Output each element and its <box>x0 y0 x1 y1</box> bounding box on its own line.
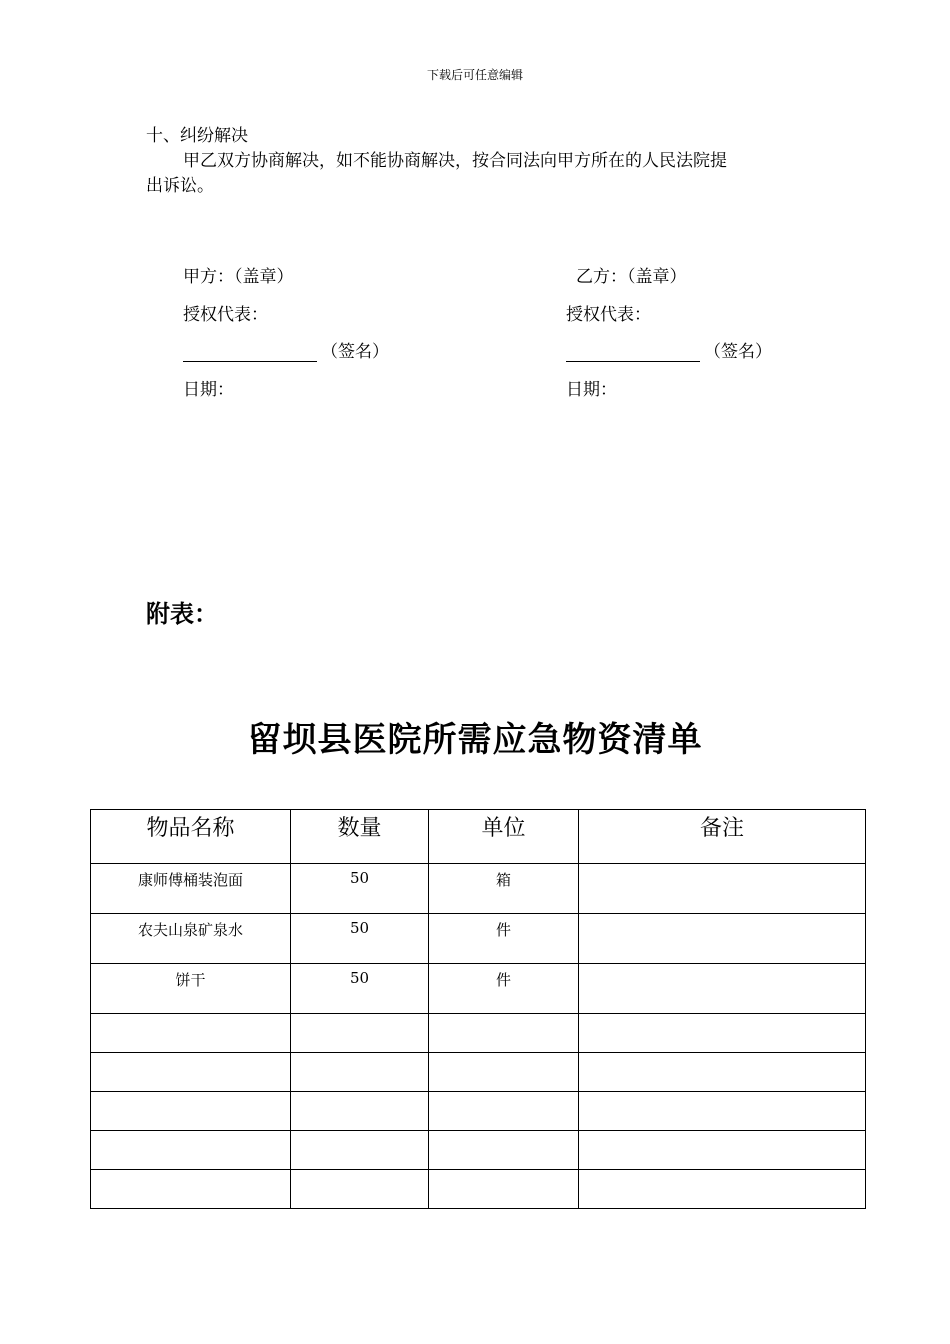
signature-underline <box>183 343 317 362</box>
section-heading: 十、纠纷解决 <box>146 126 248 146</box>
cell-quantity <box>291 1014 429 1053</box>
cell-item-name <box>91 1170 291 1209</box>
cell-quantity: 50 <box>291 864 429 914</box>
cell-item-name <box>91 1014 291 1053</box>
party-a-date: 日期： <box>183 380 234 400</box>
cell-quantity <box>291 1092 429 1131</box>
cell-quantity <box>291 1170 429 1209</box>
cell-quantity <box>291 1053 429 1092</box>
table-row <box>91 864 866 914</box>
cell-item-name <box>91 1092 291 1131</box>
cell-unit: 件 <box>429 964 579 1014</box>
table-row <box>91 914 866 964</box>
cell-quantity: 50 <box>291 914 429 964</box>
table-row <box>91 1014 866 1053</box>
cell-remarks <box>579 864 866 914</box>
supplies-table <box>90 809 866 1209</box>
header-item-name: 物品名称 <box>91 810 291 864</box>
table-header-row <box>91 810 866 864</box>
cell-unit <box>429 1131 579 1170</box>
cell-remarks <box>579 1014 866 1053</box>
section-paragraph-line-2: 出诉讼。 <box>146 176 214 196</box>
header-remarks: 备注 <box>579 810 866 864</box>
cell-unit <box>429 1053 579 1092</box>
cell-remarks <box>579 1092 866 1131</box>
cell-item-name: 农夫山泉矿泉水 <box>91 914 291 964</box>
cell-quantity: 50 <box>291 964 429 1014</box>
table-row <box>91 1053 866 1092</box>
cell-unit <box>429 1014 579 1053</box>
section-paragraph-line-1: 甲乙双方协商解决，如不能协商解决，按合同法向甲方所在的人民法院提 <box>183 151 727 171</box>
cell-remarks <box>579 914 866 964</box>
cell-remarks <box>579 1053 866 1092</box>
table-row <box>91 1092 866 1131</box>
party-a-sign-label: （签名） <box>321 342 389 362</box>
party-b-signature-line <box>566 337 772 362</box>
cell-unit: 箱 <box>429 864 579 914</box>
cell-item-name <box>91 1131 291 1170</box>
party-a-label: 甲方：（盖章） <box>183 267 294 287</box>
header-quantity: 数量 <box>291 810 429 864</box>
cell-remarks <box>579 1131 866 1170</box>
header-note: 下载后可任意编辑 <box>426 68 523 82</box>
cell-unit: 件 <box>429 914 579 964</box>
cell-remarks <box>579 1170 866 1209</box>
party-b-sign-label: （签名） <box>704 342 772 362</box>
list-title: 留坝县医院所需应急物资清单 <box>247 720 703 760</box>
cell-unit <box>429 1092 579 1131</box>
party-a-signature-line <box>183 337 389 362</box>
cell-remarks <box>579 964 866 1014</box>
table-row <box>91 964 866 1014</box>
party-a-rep: 授权代表： <box>183 305 268 325</box>
appendix-label: 附表： <box>146 600 218 628</box>
cell-quantity <box>291 1131 429 1170</box>
table-row <box>91 1170 866 1209</box>
cell-item-name: 饼干 <box>91 964 291 1014</box>
party-b-date: 日期： <box>566 380 617 400</box>
party-b-label: 乙方：（盖章） <box>576 267 687 287</box>
header-unit: 单位 <box>429 810 579 864</box>
cell-unit <box>429 1170 579 1209</box>
cell-item-name <box>91 1053 291 1092</box>
party-b-rep: 授权代表： <box>566 305 651 325</box>
table-row <box>91 1131 866 1170</box>
cell-item-name: 康师傅桶装泡面 <box>91 864 291 914</box>
signature-underline <box>566 343 700 362</box>
